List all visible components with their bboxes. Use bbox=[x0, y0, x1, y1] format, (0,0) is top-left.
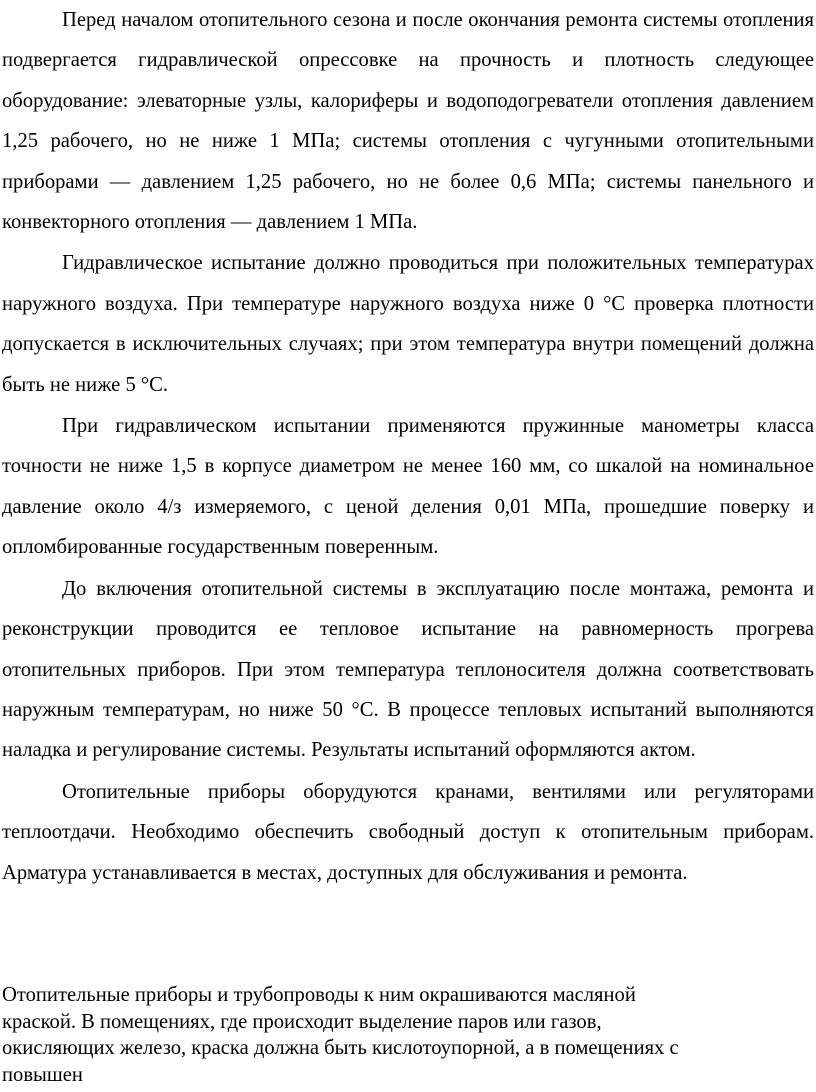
painting-line-4: повышен bbox=[2, 1064, 83, 1087]
main-text bbox=[2, 0, 814, 893]
paragraph-heating-devices: Отопительные приборы оборудуются кранами, вентилями или регуляторами теплоотдачи. Необходимо обеспечить свободный доступ к отопительным приборам. Арматура устанавливается в местах, доступных для обслуживания и ремонта. bbox=[2, 780, 814, 884]
painting-line-3: окисляющих железо, краска должна быть кислотоупорной, а в помещениях с bbox=[2, 1037, 679, 1060]
paragraph-hydraulic-test-conditions: Гидравлическое испытание должно проводиться при положительных температурах наружного воздуха. При температуре наружного воздуха ниже 0 °С проверка плотности допускается в исключительных случаях; при этом температура внутри помещений должна быть не ниже 5 °С. bbox=[2, 252, 814, 396]
paragraph-heating-season-pressure-test: Перед началом отопительного сезона и после окончания ремонта системы отопления подвергается гидравлической опрессовке на прочность и плотность следующее оборудование: элеваторные узлы, калориферы и водоподогреватели отопления давлением 1,25 рабочего, но не ниже 1 МПа; системы отопления с чугунными отопительными приборами — давлением 1,25 рабочего, но не более 0,6 МПа; системы панельного и конвекторного отопления — давлением 1 МПа. bbox=[2, 9, 814, 234]
paragraph-thermal-test: До включения отопительной системы в эксплуатацию после монтажа, ремонта и реконструкции проводится ее тепловое испытание на равномерность прогрева отопительных приборов. При этом температура теплоносителя должна соответствовать наружным температурам, но ниже 50 °С. В процессе тепловых испытаний выполняются наладка и регулирование системы. Результаты испытаний оформляются актом. bbox=[2, 577, 814, 762]
paragraph-manometers: При гидравлическом испытании применяются пружинные манометры класса точности не ниже 1,5 в корпусе диаметром не менее 160 мм, со шкалой на номинальное давление около 4/з измеряемого, с ценой деления 0,01 МПа, прошедшие поверку и опломбированные государственным поверенным. bbox=[2, 415, 814, 559]
painting-line-1: Отопительные приборы и трубопроводы к ним окрашиваются масляной bbox=[2, 984, 636, 1006]
paragraph-painting bbox=[2, 982, 814, 1089]
painting-line-2: краской. В помещениях, где происходит выделение паров или газов, bbox=[2, 1010, 602, 1033]
